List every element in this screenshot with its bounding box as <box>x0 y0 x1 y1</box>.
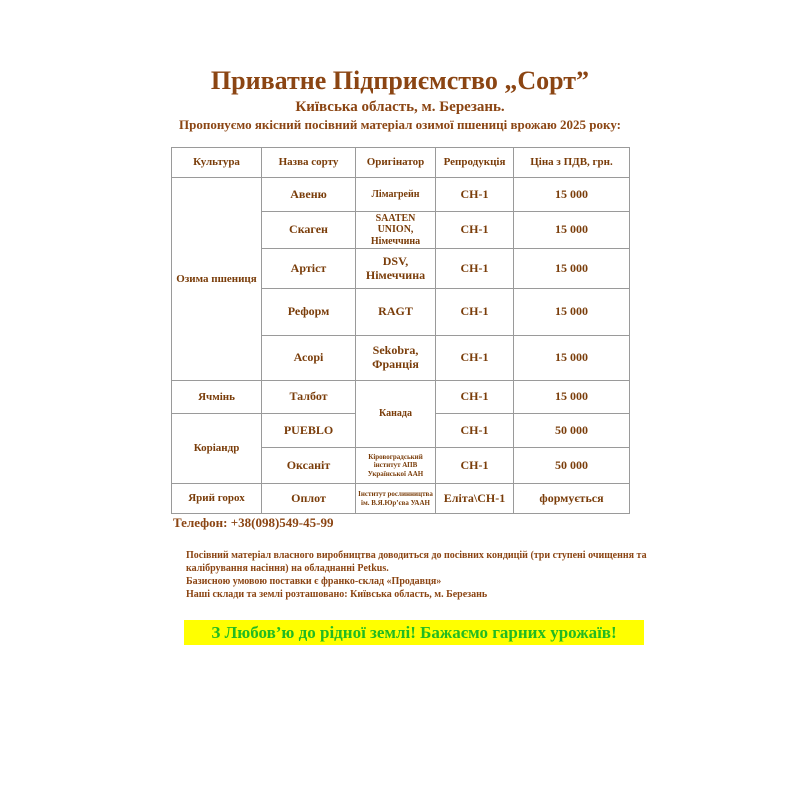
company-location: Київська область, м. Березань. <box>295 99 505 115</box>
variety-cell: Талбот <box>262 381 356 414</box>
reproduction-cell: СН-1 <box>436 212 514 249</box>
reproduction-cell: СН-1 <box>436 414 514 448</box>
price-cell: 15 000 <box>514 381 630 414</box>
table-header-row <box>172 148 630 178</box>
offer-text: Пропонуємо якісний посівний матеріал озимої пшениці врожаю 2025 року: <box>178 117 621 132</box>
note-location: Наші склади та землі розташовано: Київська область, м. Березань <box>186 589 488 600</box>
variety-cell: Асорі <box>262 336 356 381</box>
originator-cell: Інститут рослинництва ім. В.Я.Юр’єва УААН <box>356 484 436 514</box>
price-cell: 15 000 <box>514 336 630 381</box>
reproduction-cell: СН-1 <box>436 381 514 414</box>
reproduction-cell: СН-1 <box>436 336 514 381</box>
price-cell: 15 000 <box>514 249 630 289</box>
originator-cell: Лімагрейн <box>356 178 436 212</box>
column-header-originator: Оригінатор <box>356 148 436 178</box>
variety-cell: Реформ <box>262 289 356 336</box>
originator-cell: Канада <box>356 381 436 448</box>
variety-cell: Артіст <box>262 249 356 289</box>
originator-cell: RAGT <box>356 289 436 336</box>
variety-cell: Авеню <box>262 178 356 212</box>
reproduction-cell: СН-1 <box>436 178 514 212</box>
variety-cell: PUEBLO <box>262 414 356 448</box>
note-quality: Посівний матеріал власного виробництва доводиться до посівних кондицій (три ступені очищення та калібрування насіння) на обладнанні Petkus. <box>186 550 647 574</box>
originator-cell: Sekobra, Франція <box>356 336 436 381</box>
originator-cell: Кіровоградський інститут АПВ Української ААН <box>356 448 436 484</box>
table-row <box>172 381 630 414</box>
table-row <box>172 178 630 212</box>
table-row <box>172 484 630 514</box>
crop-cell: Ячмінь <box>172 381 262 414</box>
column-header-crop: Культура <box>172 148 262 178</box>
price-cell: формується <box>514 484 630 514</box>
crop-cell: Озима пшениця <box>172 178 262 381</box>
reproduction-cell: Еліта\СН-1 <box>436 484 514 514</box>
wish-banner: З Любов’ю до рідної землі! Бажаємо гарних урожаїв! <box>184 620 644 645</box>
price-cell: 50 000 <box>514 448 630 484</box>
price-cell: 15 000 <box>514 289 630 336</box>
crop-cell: Коріандр <box>172 414 262 484</box>
price-cell: 50 000 <box>514 414 630 448</box>
originator-cell: DSV, Німеччина <box>356 249 436 289</box>
variety-cell: Оксаніт <box>262 448 356 484</box>
variety-cell: Скаген <box>262 212 356 249</box>
price-table <box>171 147 630 514</box>
notes-block <box>186 549 666 601</box>
variety-cell: Оплот <box>262 484 356 514</box>
column-header-price: Ціна з ПДВ, грн. <box>514 148 630 178</box>
phone-number: Телефон: +38(098)549-45-99 <box>173 515 334 530</box>
price-cell: 15 000 <box>514 212 630 249</box>
column-header-reproduction: Репродукція <box>436 148 514 178</box>
note-delivery: Базисною умовою поставки є франко-склад «Продавця» <box>186 576 442 587</box>
page-title: Приватне Підприємство „Сорт” <box>210 66 590 95</box>
reproduction-cell: СН-1 <box>436 249 514 289</box>
originator-cell: SAATEN UNION, Німеччина <box>356 212 436 249</box>
column-header-variety: Назва сорту <box>262 148 356 178</box>
price-cell: 15 000 <box>514 178 630 212</box>
reproduction-cell: СН-1 <box>436 289 514 336</box>
crop-cell: Ярий горох <box>172 484 262 514</box>
reproduction-cell: СН-1 <box>436 448 514 484</box>
